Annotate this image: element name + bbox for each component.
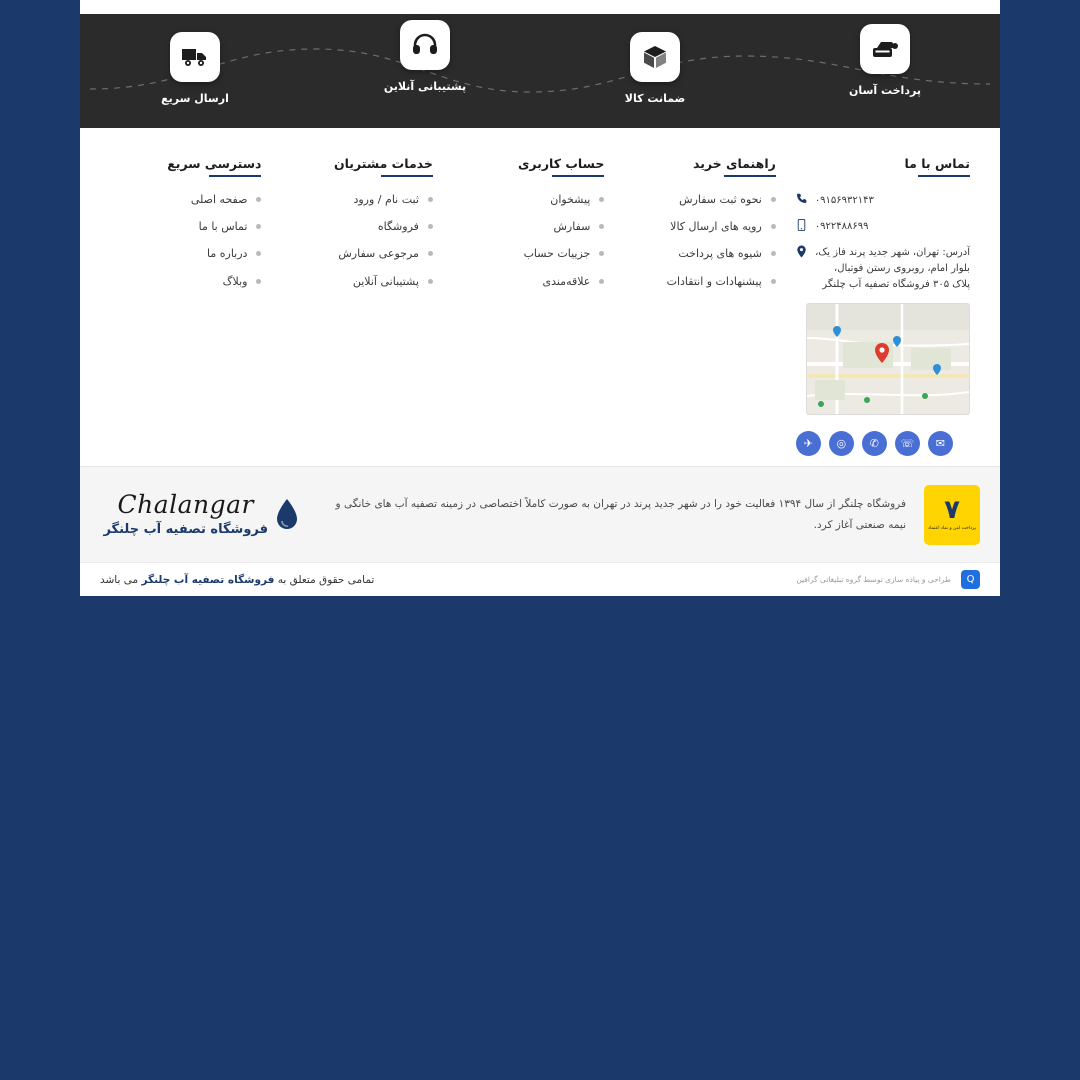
- brand-logo: [100, 492, 300, 537]
- copyright-suffix: می باشد: [100, 573, 142, 586]
- footer-column-customer-services: [271, 156, 442, 456]
- contact-address: آدرس: تهران، شهر جدید پرند فاز یک، بلوار امام، روبروی رستن فوتبال، پلاک ۳۰۵ فروشگاه تصفیه آب چلنگر: [815, 247, 970, 290]
- feature-label: ضمانت کالا: [624, 92, 686, 105]
- box-icon: [630, 32, 680, 82]
- truck-icon: [170, 32, 220, 82]
- contact-address-row: [796, 245, 970, 293]
- footer-column-quick-access: [100, 156, 271, 456]
- contact-phone-row[interactable]: [796, 193, 970, 209]
- enamad-trust-badge[interactable]: [924, 485, 980, 545]
- feature-item-online-support[interactable]: [350, 20, 500, 93]
- features-bar: [80, 14, 1000, 128]
- title-underline: [381, 175, 433, 177]
- footer-link[interactable]: درباره ما: [110, 247, 261, 260]
- copyright-bar: [80, 562, 1000, 596]
- footer-link[interactable]: تماس با ما: [110, 220, 261, 233]
- footer-link[interactable]: صفحه اصلی: [110, 193, 261, 206]
- mobile-icon: [796, 219, 808, 233]
- about-text: فروشگاه چلنگر از سال ۱۳۹۴ فعالیت خود را در شهر جدید پرند در تهران به صورت کاملاً اختصاصی در زمینه تصفیه آب های خانگی و نیمه صنعتی آغاز کرد.: [335, 497, 906, 531]
- social-email-icon[interactable]: ✉: [928, 431, 953, 456]
- footer-link[interactable]: جزییات حساب: [453, 247, 604, 260]
- headset-icon: [400, 20, 450, 70]
- footer-link[interactable]: رویه های ارسال کالا: [624, 220, 775, 233]
- copyright-brand: فروشگاه تصفیه آب چلنگر: [141, 573, 275, 586]
- social-whatsapp-icon[interactable]: ☏: [895, 431, 920, 456]
- contact-phone: ۰۹۱۵۶۹۳۲۱۴۳: [814, 195, 874, 206]
- footer-link[interactable]: وبلاگ: [110, 275, 261, 288]
- designer-logo-icon[interactable]: Q: [961, 570, 980, 589]
- social-telegram-icon[interactable]: ✈: [796, 431, 821, 456]
- feature-label: پرداخت آسان: [849, 84, 921, 97]
- top-white-strip: [80, 0, 1000, 14]
- title-underline: [724, 175, 776, 177]
- contact-mobile-row[interactable]: [796, 219, 970, 235]
- title-underline: [552, 175, 604, 177]
- column-title: راهنمای خرید: [692, 156, 776, 171]
- column-title: خدمات مشتریان: [333, 156, 433, 171]
- title-underline: [918, 175, 970, 177]
- feature-label: پشتیبانی آنلاین: [383, 80, 467, 93]
- footer-link[interactable]: ثبت نام / ورود: [281, 193, 432, 206]
- feature-item-easy-payment[interactable]: [810, 24, 960, 97]
- copyright-prefix: تمامی حقوق متعلق به: [274, 573, 375, 586]
- footer-link[interactable]: پشتیبانی آنلاین: [281, 275, 432, 288]
- contact-mobile: ۰۹۲۲۴۸۸۶۹۹: [814, 221, 869, 232]
- footer-column-buying-guide: [614, 156, 785, 456]
- brand-name-en: Chalangar: [117, 490, 254, 519]
- social-messenger-icon[interactable]: ✆: [862, 431, 887, 456]
- card-machine-icon: [860, 24, 910, 74]
- social-links: [796, 431, 970, 456]
- footer-link[interactable]: پیشنهادات و انتقادات: [624, 275, 775, 288]
- column-title: تماس با ما: [904, 156, 970, 171]
- footer-link[interactable]: شیوه های پرداخت: [624, 247, 775, 260]
- enamad-caption: پرداخت امن و نماد اعتماد: [928, 526, 976, 532]
- footer-link[interactable]: نحوه ثبت سفارش: [624, 193, 775, 206]
- column-title: حساب کاربری: [517, 156, 605, 171]
- map-pin-icon: [796, 245, 808, 259]
- brand-name-fa: فروشگاه تصفیه آب چلنگر: [103, 522, 268, 537]
- phone-icon: [796, 193, 808, 207]
- designer-credit: [796, 570, 980, 589]
- store-map[interactable]: [806, 303, 970, 415]
- enamad-symbol: ٧: [944, 495, 960, 526]
- footer-column-contact-us: [786, 156, 980, 456]
- copyright-text: [100, 574, 374, 586]
- column-title: دسترسی سریع: [167, 156, 262, 171]
- feature-item-warranty[interactable]: [580, 32, 730, 105]
- feature-label: ارسال سریع: [161, 92, 229, 105]
- footer-link[interactable]: مرجوعی سفارش: [281, 247, 432, 260]
- footer-columns: [80, 128, 1000, 466]
- footer-link[interactable]: سفارش: [453, 220, 604, 233]
- footer-column-user-account: [443, 156, 614, 456]
- site-footer: [80, 0, 1000, 596]
- footer-link[interactable]: علاقه‌مندی: [453, 275, 604, 288]
- about-band: [80, 466, 1000, 562]
- social-instagram-icon[interactable]: ◎: [829, 431, 854, 456]
- water-drop-icon: [274, 498, 300, 532]
- title-underline: [209, 175, 261, 177]
- feature-item-fast-delivery[interactable]: [120, 32, 270, 105]
- designer-text: طراحی و پیاده سازی توسط گروه تبلیغاتی گرافین: [796, 575, 951, 584]
- footer-link[interactable]: فروشگاه: [281, 220, 432, 233]
- footer-link[interactable]: پیشخوان: [453, 193, 604, 206]
